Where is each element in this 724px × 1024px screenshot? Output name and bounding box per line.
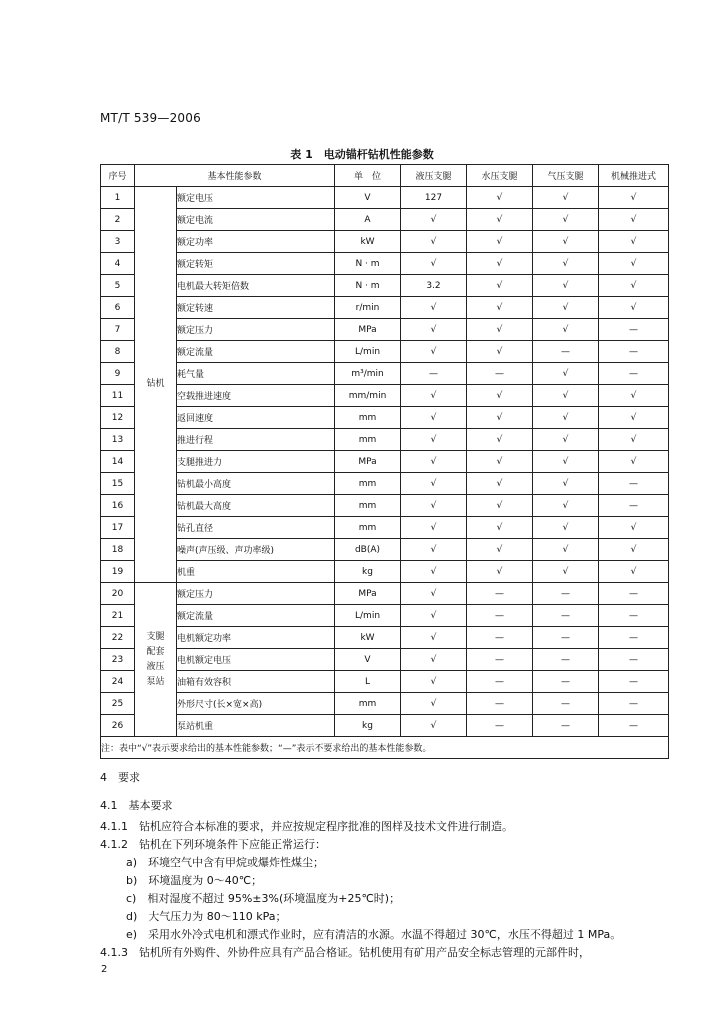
unit-cell: L/min: [335, 605, 401, 627]
serial-cell: 7: [101, 319, 135, 341]
value-cell: —: [599, 649, 669, 671]
value-cell: —: [599, 605, 669, 627]
value-cell: √: [533, 407, 599, 429]
table-row: [101, 275, 669, 297]
unit-cell: kW: [335, 627, 401, 649]
value-cell: —: [467, 583, 533, 605]
table-row: [101, 517, 669, 539]
table-row: [101, 231, 669, 253]
value-cell: —: [599, 671, 669, 693]
value-cell: —: [599, 473, 669, 495]
table-row: [101, 693, 669, 715]
unit-cell: N · m: [335, 253, 401, 275]
list-item: d) 大气压力为 80～110 kPa；: [126, 910, 287, 923]
serial-cell: 15: [101, 473, 135, 495]
value-cell: —: [533, 341, 599, 363]
value-cell: √: [599, 231, 669, 253]
value-cell: √: [533, 319, 599, 341]
value-cell: √: [533, 517, 599, 539]
unit-cell: MPa: [335, 583, 401, 605]
serial-cell: 5: [101, 275, 135, 297]
parameter-name-cell: 额定压力: [177, 319, 335, 341]
value-cell: √: [599, 187, 669, 209]
serial-cell: 9: [101, 363, 135, 385]
value-cell: √: [401, 671, 467, 693]
value-cell: —: [467, 671, 533, 693]
unit-cell: mm: [335, 429, 401, 451]
serial-cell: 1: [101, 187, 135, 209]
header-mechanical-feed: 机械推进式: [599, 165, 669, 187]
parameter-name-cell: 额定流量: [177, 341, 335, 363]
table-title: 表 1 电动锚杆钻机性能参数: [290, 148, 434, 161]
unit-cell: mm: [335, 693, 401, 715]
value-cell: √: [599, 539, 669, 561]
value-cell: √: [599, 407, 669, 429]
parameter-name-cell: 额定流量: [177, 605, 335, 627]
value-cell: √: [467, 253, 533, 275]
value-cell: 3.2: [401, 275, 467, 297]
parameter-name-cell: 额定转速: [177, 297, 335, 319]
value-cell: √: [467, 495, 533, 517]
list-item: a) 环境空气中含有甲烷或爆炸性煤尘；: [126, 856, 325, 869]
value-cell: √: [401, 715, 467, 737]
value-cell: √: [599, 275, 669, 297]
value-cell: —: [599, 341, 669, 363]
value-cell: √: [401, 517, 467, 539]
value-cell: √: [533, 561, 599, 583]
table-row: [101, 187, 669, 209]
parameter-name-cell: 推进行程: [177, 429, 335, 451]
value-cell: √: [467, 209, 533, 231]
value-cell: √: [401, 495, 467, 517]
value-cell: √: [533, 297, 599, 319]
value-cell: √: [401, 407, 467, 429]
value-cell: √: [467, 539, 533, 561]
value-cell: √: [599, 429, 669, 451]
value-cell: —: [533, 583, 599, 605]
unit-cell: V: [335, 187, 401, 209]
table-row: [101, 561, 669, 583]
parameter-name-cell: 机重: [177, 561, 335, 583]
serial-cell: 3: [101, 231, 135, 253]
value-cell: √: [599, 517, 669, 539]
value-cell: √: [401, 253, 467, 275]
parameter-name-cell: 电机额定功率: [177, 627, 335, 649]
serial-cell: 22: [101, 627, 135, 649]
unit-cell: MPa: [335, 319, 401, 341]
document-code: MT/T 539—2006: [100, 111, 201, 125]
serial-cell: 23: [101, 649, 135, 671]
value-cell: —: [599, 693, 669, 715]
section-heading: 4 要求: [100, 771, 140, 784]
table-note-row: [101, 737, 669, 759]
unit-cell: N · m: [335, 275, 401, 297]
value-cell: √: [401, 539, 467, 561]
unit-cell: mm/min: [335, 385, 401, 407]
value-cell: √: [401, 649, 467, 671]
table-row: [101, 385, 669, 407]
table-row: [101, 649, 669, 671]
clause-line: 4.1.2 钻机在下列环境条件下应能正常运行：: [100, 838, 326, 851]
unit-cell: V: [335, 649, 401, 671]
value-cell: √: [599, 209, 669, 231]
parameter-name-cell: 泵站机重: [177, 715, 335, 737]
value-cell: √: [467, 517, 533, 539]
list-item: b) 环境温度为 0～40℃；: [126, 874, 263, 887]
clause-line: 4.1.1 钻机应符合本标准的要求，并应按规定程序批准的图样及技术文件进行制造。: [100, 820, 513, 833]
value-cell: √: [533, 231, 599, 253]
value-cell: —: [467, 693, 533, 715]
value-cell: —: [467, 627, 533, 649]
serial-cell: 12: [101, 407, 135, 429]
value-cell: √: [599, 297, 669, 319]
table-row: [101, 495, 669, 517]
value-cell: √: [401, 605, 467, 627]
value-cell: —: [533, 715, 599, 737]
table-header-row: [101, 165, 669, 187]
value-cell: —: [599, 495, 669, 517]
value-cell: √: [401, 319, 467, 341]
value-cell: √: [533, 209, 599, 231]
serial-cell: 8: [101, 341, 135, 363]
value-cell: —: [599, 715, 669, 737]
unit-cell: kg: [335, 561, 401, 583]
sub-heading: 4.1 基本要求: [100, 799, 173, 812]
unit-cell: dB(A): [335, 539, 401, 561]
value-cell: √: [467, 297, 533, 319]
serial-cell: 24: [101, 671, 135, 693]
value-cell: √: [467, 473, 533, 495]
value-cell: √: [401, 693, 467, 715]
table-row: [101, 671, 669, 693]
parameter-name-cell: 支腿推进力: [177, 451, 335, 473]
parameter-name-cell: 钻孔直径: [177, 517, 335, 539]
header-parameter: 基本性能参数: [135, 165, 335, 187]
serial-cell: 11: [101, 385, 135, 407]
unit-cell: kW: [335, 231, 401, 253]
value-cell: √: [467, 187, 533, 209]
value-cell: √: [533, 385, 599, 407]
value-cell: —: [599, 363, 669, 385]
header-unit: 单 位: [335, 165, 401, 187]
table-row: [101, 715, 669, 737]
serial-cell: 19: [101, 561, 135, 583]
table-note: 注：表中“√”表示要求给出的基本性能参数；“—”表示不要求给出的基本性能参数。: [101, 737, 669, 759]
value-cell: —: [533, 627, 599, 649]
unit-cell: mm: [335, 407, 401, 429]
value-cell: √: [599, 451, 669, 473]
value-cell: √: [401, 209, 467, 231]
table-row: [101, 627, 669, 649]
serial-cell: 26: [101, 715, 135, 737]
value-cell: √: [467, 231, 533, 253]
group-drill-cell: 钻机: [135, 187, 177, 583]
serial-cell: 18: [101, 539, 135, 561]
value-cell: √: [533, 253, 599, 275]
serial-cell: 20: [101, 583, 135, 605]
unit-cell: kg: [335, 715, 401, 737]
serial-cell: 21: [101, 605, 135, 627]
value-cell: 127: [401, 187, 467, 209]
parameter-name-cell: 额定电压: [177, 187, 335, 209]
parameter-name-cell: 油箱有效容积: [177, 671, 335, 693]
value-cell: —: [599, 583, 669, 605]
value-cell: —: [533, 605, 599, 627]
serial-cell: 6: [101, 297, 135, 319]
unit-cell: A: [335, 209, 401, 231]
table-row: [101, 363, 669, 385]
value-cell: √: [533, 473, 599, 495]
serial-cell: 16: [101, 495, 135, 517]
unit-cell: r/min: [335, 297, 401, 319]
value-cell: √: [401, 429, 467, 451]
value-cell: √: [401, 231, 467, 253]
header-water-leg: 水压支腿: [467, 165, 533, 187]
parameter-name-cell: 耗气量: [177, 363, 335, 385]
performance-parameter-table: [100, 164, 669, 759]
value-cell: √: [599, 253, 669, 275]
value-cell: √: [401, 627, 467, 649]
value-cell: —: [401, 363, 467, 385]
parameter-name-cell: 电机最大转矩倍数: [177, 275, 335, 297]
table-row: [101, 319, 669, 341]
serial-cell: 17: [101, 517, 135, 539]
unit-cell: MPa: [335, 451, 401, 473]
value-cell: √: [467, 275, 533, 297]
value-cell: √: [533, 429, 599, 451]
value-cell: √: [467, 385, 533, 407]
table-row: [101, 209, 669, 231]
value-cell: —: [467, 649, 533, 671]
table-row: [101, 297, 669, 319]
parameter-name-cell: 额定电流: [177, 209, 335, 231]
header-hydraulic-leg: 液压支腿: [401, 165, 467, 187]
table-row: [101, 539, 669, 561]
list-item: e) 采用水外冷式电机和漂式作业时，应有清洁的水源。水温不得超过 30℃，水压不得超过 1 MPa。: [126, 928, 622, 941]
value-cell: —: [599, 627, 669, 649]
table-row: [101, 583, 669, 605]
unit-cell: m³/min: [335, 363, 401, 385]
serial-cell: 25: [101, 693, 135, 715]
list-item: c) 相对湿度不超过 95%±3%(环境温度为+25℃时)；: [126, 892, 401, 905]
group-pump-station-cell: 支腿配套液压泵站: [135, 583, 177, 737]
value-cell: √: [401, 385, 467, 407]
parameter-name-cell: 外形尺寸(长×宽×高): [177, 693, 335, 715]
serial-cell: 14: [101, 451, 135, 473]
value-cell: √: [599, 561, 669, 583]
parameter-name-cell: 钻机最小高度: [177, 473, 335, 495]
value-cell: —: [533, 649, 599, 671]
parameter-name-cell: 返回速度: [177, 407, 335, 429]
page-number: 2: [101, 964, 108, 975]
value-cell: √: [533, 363, 599, 385]
parameter-name-cell: 额定转矩: [177, 253, 335, 275]
value-cell: √: [533, 187, 599, 209]
clause-line: 4.1.3 钻机所有外购件、外协件应具有产品合格证。钻机使用有矿用产品安全标志管理的元部件时，: [100, 946, 590, 959]
value-cell: √: [533, 495, 599, 517]
unit-cell: mm: [335, 473, 401, 495]
value-cell: —: [533, 693, 599, 715]
table-row: [101, 341, 669, 363]
value-cell: √: [401, 583, 467, 605]
serial-cell: 13: [101, 429, 135, 451]
value-cell: √: [467, 319, 533, 341]
parameter-name-cell: 额定功率: [177, 231, 335, 253]
value-cell: √: [467, 561, 533, 583]
unit-cell: mm: [335, 517, 401, 539]
value-cell: —: [467, 715, 533, 737]
value-cell: √: [467, 341, 533, 363]
unit-cell: mm: [335, 495, 401, 517]
value-cell: —: [467, 605, 533, 627]
value-cell: —: [467, 363, 533, 385]
value-cell: √: [401, 473, 467, 495]
value-cell: —: [533, 671, 599, 693]
value-cell: √: [401, 341, 467, 363]
parameter-name-cell: 电机额定电压: [177, 649, 335, 671]
parameter-name-cell: 额定压力: [177, 583, 335, 605]
serial-cell: 2: [101, 209, 135, 231]
table-row: [101, 451, 669, 473]
value-cell: √: [401, 451, 467, 473]
table-row: [101, 429, 669, 451]
table-row: [101, 407, 669, 429]
header-serial: 序号: [101, 165, 135, 187]
table-row: [101, 605, 669, 627]
parameter-name-cell: 钻机最大高度: [177, 495, 335, 517]
header-pneumatic-leg: 气压支腿: [533, 165, 599, 187]
table-row: [101, 473, 669, 495]
value-cell: √: [467, 407, 533, 429]
value-cell: √: [599, 385, 669, 407]
unit-cell: L/min: [335, 341, 401, 363]
value-cell: √: [533, 451, 599, 473]
unit-cell: L: [335, 671, 401, 693]
value-cell: √: [467, 429, 533, 451]
value-cell: √: [533, 539, 599, 561]
value-cell: √: [467, 451, 533, 473]
value-cell: √: [401, 297, 467, 319]
parameter-name-cell: 空载推进速度: [177, 385, 335, 407]
value-cell: √: [533, 275, 599, 297]
parameter-name-cell: 噪声(声压级、声功率级): [177, 539, 335, 561]
value-cell: √: [401, 561, 467, 583]
value-cell: —: [599, 319, 669, 341]
table-row: [101, 253, 669, 275]
serial-cell: 4: [101, 253, 135, 275]
